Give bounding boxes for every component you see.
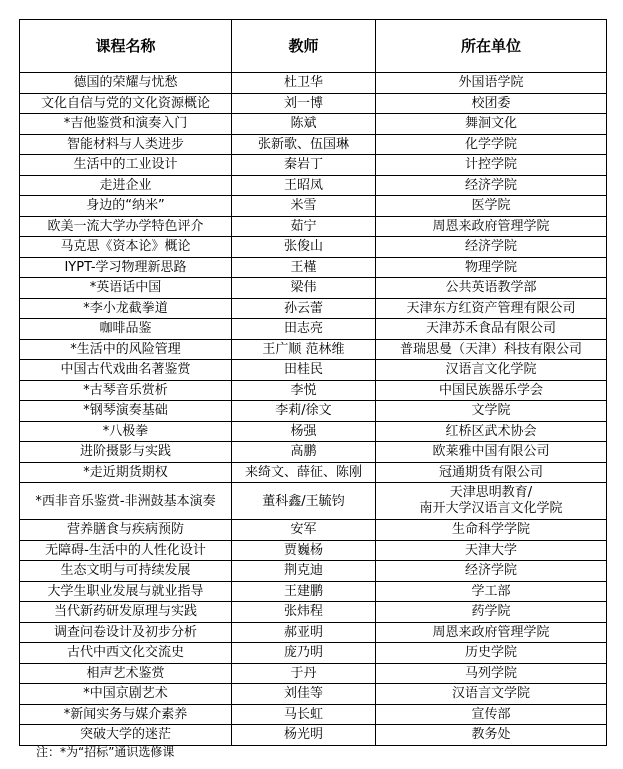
teacher-cell: 米雪 — [232, 196, 376, 217]
course-name-cell: 古代中西文化交流史 — [20, 643, 232, 664]
table-row — [20, 561, 607, 582]
header-row — [20, 20, 607, 73]
course-name-cell: 咖啡品鉴 — [20, 319, 232, 340]
course-name-cell: *走近期货期权 — [20, 462, 232, 483]
teacher-cell: 梁伟 — [232, 278, 376, 299]
unit-cell: 物理学院 — [376, 257, 607, 278]
unit-cell: 校团委 — [376, 93, 607, 114]
table-row — [20, 462, 607, 483]
teacher-cell: 董科鑫/王毓钧 — [232, 483, 376, 520]
course-name-cell: *中国京剧艺术 — [20, 684, 232, 705]
unit-cell: 舞洄文化 — [376, 114, 607, 135]
teacher-cell: 王建鹏 — [232, 581, 376, 602]
course-name-cell: *李小龙截拳道 — [20, 298, 232, 319]
teacher-cell: 杨强 — [232, 421, 376, 442]
table-row — [20, 155, 607, 176]
table-row — [20, 298, 607, 319]
course-name-cell: 身边的“纳米” — [20, 196, 232, 217]
unit-cell-line: 南开大学汉语言文化学院 — [419, 501, 563, 516]
table-row — [20, 663, 607, 684]
teacher-cell: 来绮文、薛征、陈刚 — [232, 462, 376, 483]
unit-cell — [376, 483, 607, 520]
course-name-cell: 大学生职业发展与就业指导 — [20, 581, 232, 602]
header-course-name: 课程名称 — [20, 20, 232, 73]
teacher-cell: 茹宁 — [232, 216, 376, 237]
teacher-cell: 田志亮 — [232, 319, 376, 340]
course-name-cell: IYPT-学习物理新思路 — [20, 257, 232, 278]
unit-cell: 普瑞思曼（天津）科技有限公司 — [376, 339, 607, 360]
table-row — [20, 622, 607, 643]
course-name-cell: 中国古代戏曲名著鉴赏 — [20, 360, 232, 381]
course-name-cell: 相声艺术鉴赏 — [20, 663, 232, 684]
table-row — [20, 540, 607, 561]
course-name-cell: 德国的荣耀与忧愁 — [20, 73, 232, 94]
course-name-cell: 马克思《资本论》概论 — [20, 237, 232, 258]
table-row — [20, 520, 607, 541]
unit-cell: 欧莱雅中国有限公司 — [376, 442, 607, 463]
teacher-cell: 田桂民 — [232, 360, 376, 381]
unit-cell: 冠通期货有限公司 — [376, 462, 607, 483]
teacher-cell: 杨光明 — [232, 725, 376, 746]
unit-cell: 马列学院 — [376, 663, 607, 684]
unit-cell: 外国语学院 — [376, 73, 607, 94]
unit-cell: 文学院 — [376, 401, 607, 422]
course-name-cell: *钢琴演奏基础 — [20, 401, 232, 422]
table-row — [20, 237, 607, 258]
unit-cell: 经济学院 — [376, 561, 607, 582]
course-name-cell: 营养膳食与疾病预防 — [20, 520, 232, 541]
table-row — [20, 421, 607, 442]
unit-cell: 生命科学学院 — [376, 520, 607, 541]
table-row — [20, 134, 607, 155]
course-name-cell: 进阶摄影与实践 — [20, 442, 232, 463]
teacher-cell: 贾巍杨 — [232, 540, 376, 561]
course-name-cell: 智能材料与人类进步 — [20, 134, 232, 155]
unit-cell: 周恩来政府管理学院 — [376, 622, 607, 643]
course-name-cell: 调查问卷设计及初步分析 — [20, 622, 232, 643]
course-name-cell: 文化自信与党的文化资源概论 — [20, 93, 232, 114]
teacher-cell: 安军 — [232, 520, 376, 541]
teacher-cell: 陈斌 — [232, 114, 376, 135]
unit-cell-line: 天津思明教育/ — [449, 485, 533, 500]
table-row — [20, 602, 607, 623]
table-row — [20, 643, 607, 664]
table-row — [20, 380, 607, 401]
teacher-cell: 张俊山 — [232, 237, 376, 258]
table-row — [20, 175, 607, 196]
course-name-cell: 欧美一流大学办学特色评介 — [20, 216, 232, 237]
table-row — [20, 319, 607, 340]
teacher-cell: 于丹 — [232, 663, 376, 684]
table-row — [20, 114, 607, 135]
course-name-cell: *西非音乐鉴赏-非洲鼓基本演奏 — [20, 483, 232, 520]
teacher-cell: 杜卫华 — [232, 73, 376, 94]
table-row — [20, 339, 607, 360]
header-unit: 所在单位 — [376, 20, 607, 73]
teacher-cell: 张炜程 — [232, 602, 376, 623]
table-row — [20, 278, 607, 299]
course-table — [19, 19, 607, 746]
course-name-cell: *英语话中国 — [20, 278, 232, 299]
course-name-cell: 突破大学的迷茫 — [20, 725, 232, 746]
table-body — [20, 73, 607, 746]
header-teacher: 教师 — [232, 20, 376, 73]
table-row — [20, 725, 607, 746]
table-row — [20, 73, 607, 94]
teacher-cell: 庞乃明 — [232, 643, 376, 664]
table-row — [20, 581, 607, 602]
unit-cell: 天津苏禾食品有限公司 — [376, 319, 607, 340]
table-row — [20, 360, 607, 381]
unit-cell: 学工部 — [376, 581, 607, 602]
teacher-cell: 张新歌、伍国琳 — [232, 134, 376, 155]
unit-cell: 天津东方红资产管理有限公司 — [376, 298, 607, 319]
teacher-cell: 孙云蕾 — [232, 298, 376, 319]
table-row — [20, 401, 607, 422]
teacher-cell: 王昭凤 — [232, 175, 376, 196]
unit-cell: 公共英语教学部 — [376, 278, 607, 299]
teacher-cell: 荆克迪 — [232, 561, 376, 582]
unit-cell: 宣传部 — [376, 704, 607, 725]
footnote: 注：*为“招标”通识选修课 — [36, 745, 175, 759]
teacher-cell: 秦岩丁 — [232, 155, 376, 176]
course-name-cell: *八极拳 — [20, 421, 232, 442]
teacher-cell: 李悦 — [232, 380, 376, 401]
teacher-cell: 李莉/徐文 — [232, 401, 376, 422]
teacher-cell: 郝亚明 — [232, 622, 376, 643]
table-row — [20, 442, 607, 463]
unit-cell: 汉语言文学院 — [376, 684, 607, 705]
unit-cell: 汉语言文化学院 — [376, 360, 607, 381]
unit-cell: 中国民族器乐学会 — [376, 380, 607, 401]
teacher-cell: 高鹏 — [232, 442, 376, 463]
unit-cell: 历史学院 — [376, 643, 607, 664]
teacher-cell: 王槿 — [232, 257, 376, 278]
course-name-cell: *生活中的风险管理 — [20, 339, 232, 360]
table-row — [20, 483, 607, 520]
unit-cell: 经济学院 — [376, 175, 607, 196]
unit-cell: 周恩来政府管理学院 — [376, 216, 607, 237]
unit-cell: 教务处 — [376, 725, 607, 746]
teacher-cell: 刘佳等 — [232, 684, 376, 705]
course-name-cell: *新闻实务与媒介素养 — [20, 704, 232, 725]
teacher-cell: 王广顺 范林维 — [232, 339, 376, 360]
table-row — [20, 93, 607, 114]
course-name-cell: *古琴音乐赏析 — [20, 380, 232, 401]
course-name-cell: 当代新药研发原理与实践 — [20, 602, 232, 623]
table-row — [20, 684, 607, 705]
course-name-cell: 无障碍-生活中的人性化设计 — [20, 540, 232, 561]
course-name-cell: 走进企业 — [20, 175, 232, 196]
table-row — [20, 196, 607, 217]
course-name-cell: *吉他鉴赏和演奏入门 — [20, 114, 232, 135]
unit-cell: 药学院 — [376, 602, 607, 623]
teacher-cell: 马长虹 — [232, 704, 376, 725]
table-row — [20, 257, 607, 278]
unit-cell: 天津大学 — [376, 540, 607, 561]
table-row — [20, 216, 607, 237]
unit-cell: 经济学院 — [376, 237, 607, 258]
course-name-cell: 生活中的工业设计 — [20, 155, 232, 176]
unit-cell: 计控学院 — [376, 155, 607, 176]
course-name-cell: 生态文明与可持续发展 — [20, 561, 232, 582]
teacher-cell: 刘一博 — [232, 93, 376, 114]
unit-cell: 红桥区武术协会 — [376, 421, 607, 442]
table-row — [20, 704, 607, 725]
unit-cell: 化学学院 — [376, 134, 607, 155]
unit-cell: 医学院 — [376, 196, 607, 217]
